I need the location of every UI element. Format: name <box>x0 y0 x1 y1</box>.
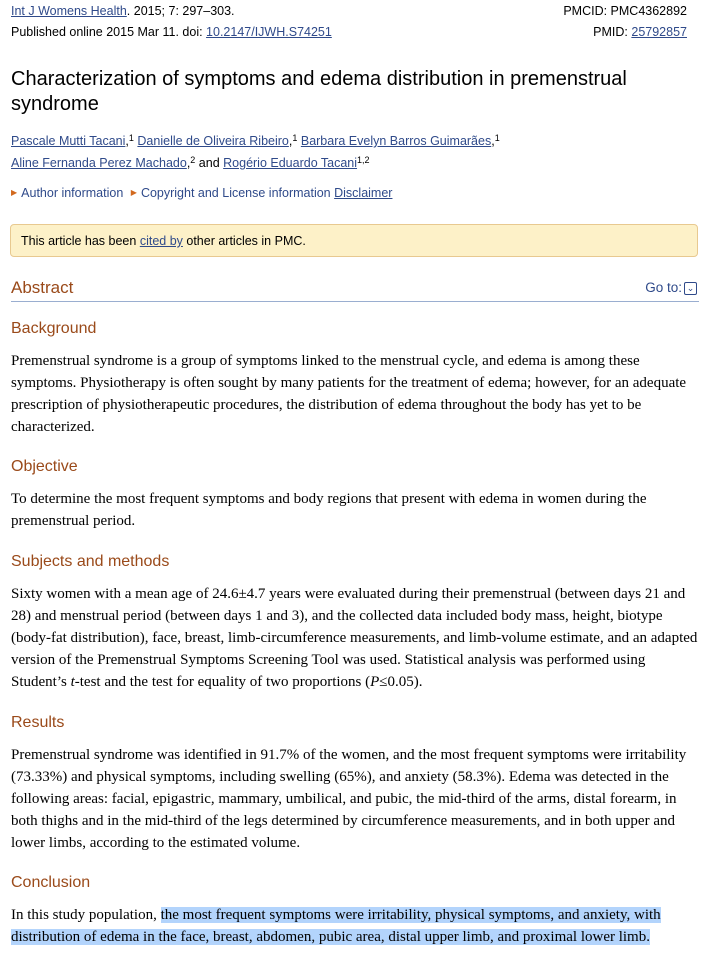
section-body-methods: Sixty women with a mean age of 24.6±4.7 years were evaluated during their premenstrual (between days 21 and 28) and menstrual period (between days 1 and 3), and the collected data included body mass, height, biotype (body-fat distribution), face, breast, limb-circumference measurements, and limb-volume estimate, and an adapted version of the Premenstrual Symptoms Screening Tool was used. Statistical analysis was performed using Student’s t-test and the test for equality of two proportions (P≤0.05). <box>11 586 698 690</box>
affiliation-sup: 2 <box>190 155 196 165</box>
section-heading-background: Background <box>11 320 97 337</box>
copyright-toggle[interactable]: Copyright and License information <box>140 186 331 200</box>
abstract-header <box>11 278 699 302</box>
section-heading-methods: Subjects and methods <box>11 553 170 570</box>
section-body-conclusion: In this study population, the most frequent symptoms were irritability, physical symptoms, and anxiety, with distribution of edema in the face, breast, abdomen, pubic area, distal upper limb, and proximal lower limb. <box>11 907 661 945</box>
author-link[interactable]: Aline Fernanda Perez Machado <box>11 156 187 170</box>
article-title: Characterization of symptoms and edema distribution in premenstrual syndrome <box>11 68 627 115</box>
section-heading-conclusion: Conclusion <box>11 874 91 891</box>
citation-line <box>11 4 235 18</box>
section-heading-objective: Objective <box>11 458 78 475</box>
author-link[interactable]: Rogério Eduardo Tacani <box>223 156 358 170</box>
section-body-objective: To determine the most frequent symptoms and body regions that present with edema in women during the premenstrual period. <box>11 491 647 529</box>
pmid-label: PMID: <box>593 25 632 39</box>
info-links <box>11 186 392 200</box>
author-link[interactable]: Pascale Mutti Tacani <box>11 134 126 148</box>
abstract-heading: Abstract <box>11 278 74 297</box>
cited-by-link[interactable]: cited by <box>139 234 183 248</box>
cited-by-notice: This article has been cited by other articles in PMC. <box>10 224 698 257</box>
and-text: and <box>198 156 220 170</box>
affiliation-sup: 1,2 <box>357 155 370 165</box>
volume-info: . 2015; 7: 297–303. <box>126 4 235 18</box>
published-text: Published online 2015 Mar 11. doi: <box>11 25 207 39</box>
author-information-toggle[interactable]: Author information <box>21 186 124 200</box>
affiliation-sup: 1 <box>292 133 298 143</box>
chevron-down-icon[interactable]: ⌄ <box>684 282 697 295</box>
goto-label: Go to: <box>645 280 682 295</box>
section-body-background: Premenstrual syndrome is a group of symptoms linked to the menstrual cycle, and edema is among these symptoms. Physiotherapy is often sought by many patients for the treatment of edema; however, for an adequate prescription of physiotherapeutic procedures, the distribution of edema throughout the body has yet to be characterized. <box>11 353 687 435</box>
selected-text: the most frequent symptoms were irritability, physical symptoms, and anxiety, with distribution of edema in the face, breast, abdomen, pubic area, distal upper limb, and proximal lower limb. <box>11 907 661 945</box>
affiliation-sup: 1 <box>128 133 134 143</box>
triangle-right-icon: ▶ <box>11 188 18 197</box>
disclaimer-link[interactable]: Disclaimer <box>334 186 393 200</box>
affiliation-sup: 1 <box>494 133 500 143</box>
goto-menu[interactable] <box>645 280 697 295</box>
journal-link[interactable]: Int J Womens Health <box>11 4 127 18</box>
author-link[interactable]: Danielle de Oliveira Ribeiro <box>137 134 289 148</box>
triangle-right-icon: ▶ <box>130 188 137 197</box>
section-body-results: Premenstrual syndrome was identified in 91.7% of the women, and the most frequent symptoms were irritability (73.33%) and physical symptoms, including swelling (65%), and anxiety (58.3%). Edema was detected in the following areas: facial, epigastric, mammary, umbilical, and pubic, the mid-third of the arms, distal forearm, in both thighs and in the mid-third of the legs determined by circumference measurements, and in both upper and lower limbs, according to the estimated volume. <box>11 747 687 851</box>
doi-link[interactable]: 10.2147/IJWH.S74251 <box>206 25 332 39</box>
published-line <box>11 25 332 39</box>
author-list: Pascale Mutti Tacani,$^1$ Danielle de Oliveira Ribeiro,$^1$ Barbara Evelyn Barros Guimarães,$^1$ Aline Fernanda Perez Machado,$^2$ and Rogério Eduardo Tacani$^{1,2}$ <box>11 133 500 170</box>
pmid-line <box>593 25 687 39</box>
pmid-link[interactable]: 25792857 <box>631 25 687 39</box>
pmcid: PMCID: PMC4362892 <box>563 4 687 18</box>
section-heading-results: Results <box>11 714 65 731</box>
author-link[interactable]: Barbara Evelyn Barros Guimarães <box>300 134 492 148</box>
